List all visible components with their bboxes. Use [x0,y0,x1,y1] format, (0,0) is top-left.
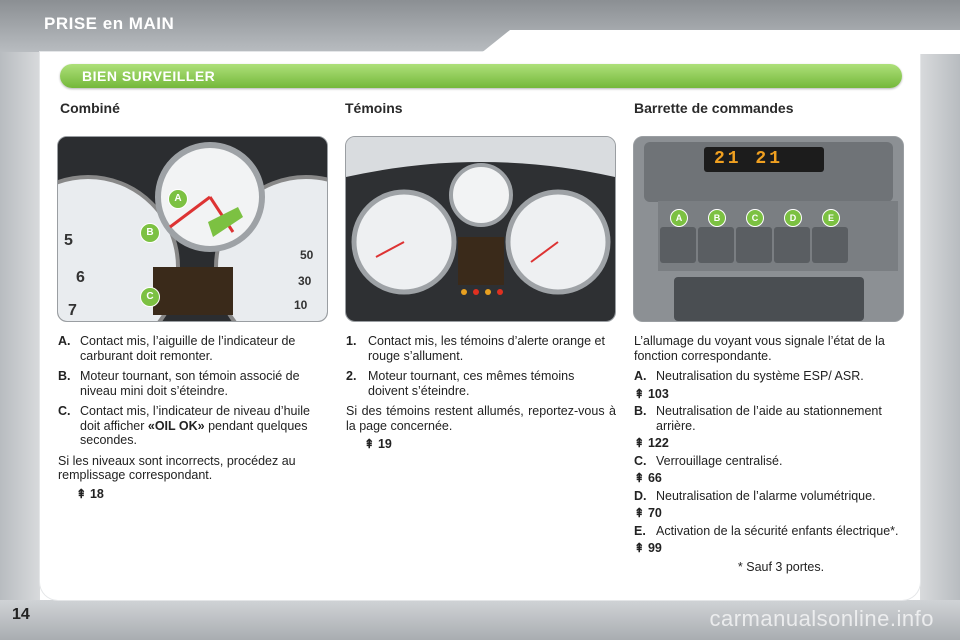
barrette-ref-c[interactable]: ⇞ 66 [634,471,662,485]
svg-text:7: 7 [68,302,77,319]
barrette-ref-e[interactable]: ⇞ 99 [634,541,662,555]
combine-title: Combiné [60,100,120,116]
combine-note: Si les niveaux sont incorrects, procédez au remplissage correspondant. [58,453,296,482]
page-ref-icon: ⇞ [364,437,375,451]
temoins-photo [345,136,616,322]
combine-page-ref[interactable]: ⇞ 18 [76,486,104,501]
button-marker-d: D [784,209,802,227]
barrette-ref-b[interactable]: ⇞ 122 [634,436,669,450]
temoins-text [346,334,616,460]
barrette-item-e: E. Activation de la sécurité enfants électrique*. [634,523,899,538]
button-marker-a: A [670,209,688,227]
barrette-item-c: C. Verrouillage centralisé. [634,453,783,468]
photo-marker-a: A [168,189,188,209]
button-marker-b: B [708,209,726,227]
temoins-illustration [346,137,615,321]
barrette-item-a: A. Neutralisation du système ESP/ ASR. [634,369,864,383]
combine-text [58,334,328,509]
button-marker-e: E [822,209,840,227]
left-margin-band [0,52,40,640]
right-margin-band [920,52,960,640]
section-heading: BIEN SURVEILLER [82,68,216,84]
barrette-text [634,334,908,574]
photo-marker-b: B [140,223,160,243]
ac-display: 21 21 [714,149,784,169]
combine-item-c: C. Contact mis, l’indicateur de niveau d’huile doit afficher «OIL OK» pendant quelques secondes. [58,404,310,447]
barrette-ref-a[interactable]: ⇞ 103 [634,386,669,401]
combine-item-b: B. Moteur tournant, son témoin associé de niveau mini doit s’éteindre. [58,369,300,398]
page-ref-icon: ⇞ [76,486,87,501]
barrette-item-b: B. Neutralisation de l’aide au stationnement arrière. [634,404,882,433]
temoins-item-1: 1. Contact mis, les témoins d’alerte orange et rouge s’allument. [346,334,605,363]
svg-text:30: 30 [298,274,312,288]
button-marker-c: C [746,209,764,227]
frame-tab [480,30,960,54]
page-title: PRISE en MAIN [44,14,175,33]
svg-text:5: 5 [64,232,73,249]
page-ref-icon: ⇞ [634,471,645,485]
temoins-item-2: 2. Moteur tournant, ces mêmes témoins doivent s’éteindre. [346,369,575,398]
barrette-ref-d[interactable]: ⇞ 70 [634,506,662,520]
page-ref-icon: ⇞ [634,541,645,555]
svg-text:50: 50 [300,248,314,262]
svg-text:6: 6 [76,269,85,286]
barrette-intro: L’allumage du voyant vous signale l’état de la fonction correspondante. [634,334,885,363]
barrette-title: Barrette de commandes [634,100,794,116]
combine-illustration [58,137,327,321]
page-ref-icon: ⇞ [634,386,645,401]
combine-item-a: A. Contact mis, l’aiguille de l’indicateur de carburant doit remonter. [58,334,296,363]
barrette-item-d: D. Neutralisation de l’alarme volumétrique. [634,488,876,503]
photo-marker-c: C [140,287,160,307]
temoins-title: Témoins [345,100,403,116]
temoins-page-ref[interactable]: ⇞ 19 [364,437,392,451]
svg-text:10: 10 [294,298,308,312]
combine-photo [57,136,328,322]
barrette-photo [633,136,904,322]
page-ref-icon: ⇞ [634,506,645,520]
page-ref-icon: ⇞ [634,436,645,450]
watermark: carmanualsonline.info [709,606,934,631]
page-number: 14 [12,606,30,623]
barrette-footnote: * Sauf 3 portes. [737,559,825,574]
section-heading-bar [60,64,902,88]
temoins-note: Si des témoins restent allumés, reportez-vous à la page concernée. [346,404,616,433]
